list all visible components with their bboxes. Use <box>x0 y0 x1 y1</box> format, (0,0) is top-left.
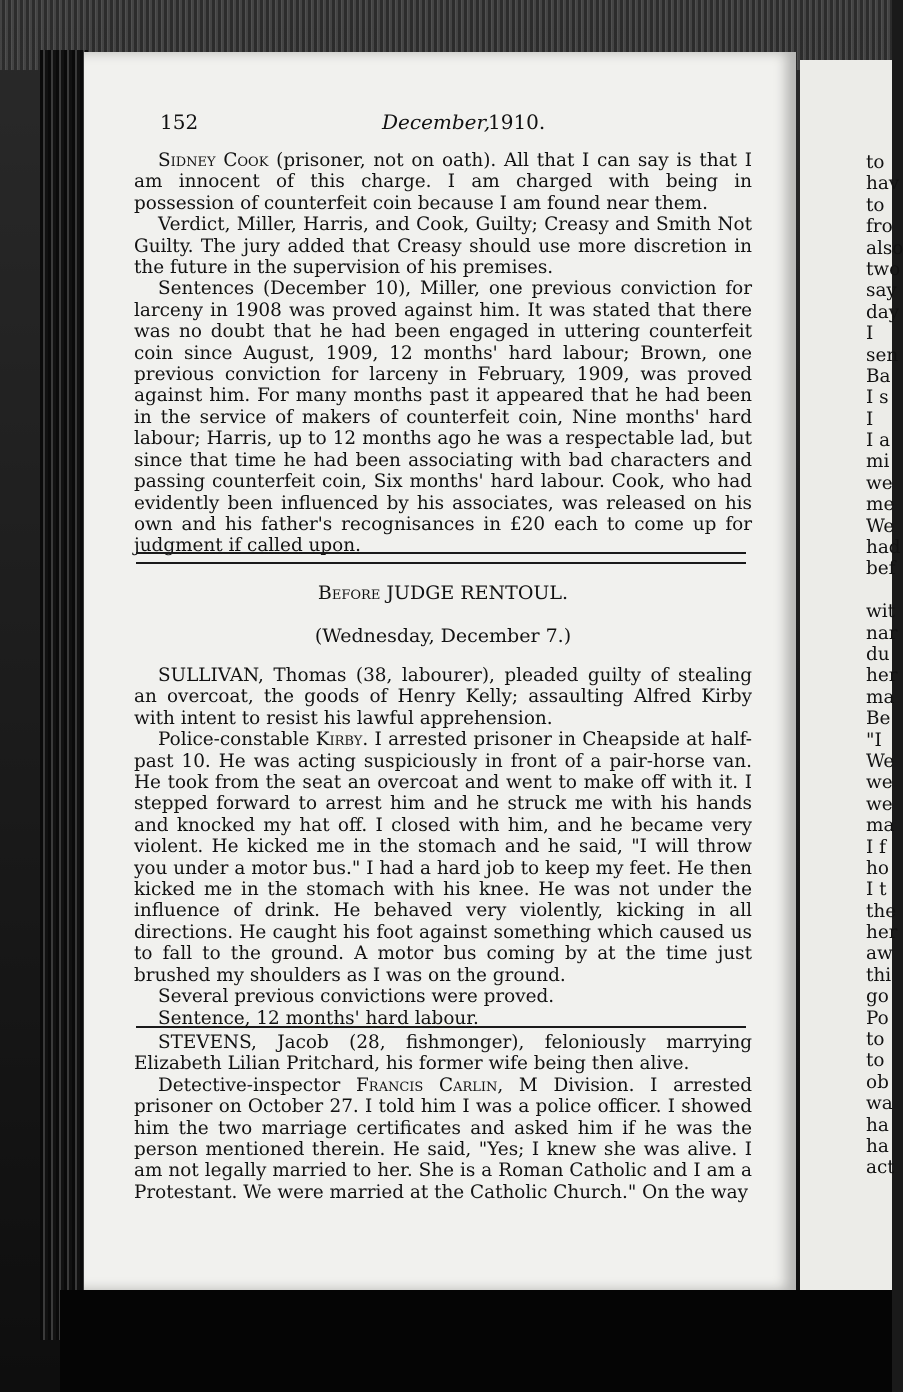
facing-page-fragment: Po <box>866 1007 889 1029</box>
paragraph: STEVENS, Jacob (28, fishmonger), feloniously marrying Elizabeth Lilian Pritchard, his former wife being then alive. <box>134 1032 752 1075</box>
facing-page-fragment <box>866 580 896 601</box>
facing-page-fragment: mi <box>866 451 890 473</box>
date-heading: (Wednesday, December 7.) <box>314 625 572 647</box>
paragraph <box>134 729 752 986</box>
facing-page-fragment: ha <box>866 1114 889 1136</box>
facing-page-fragment: du <box>866 643 890 665</box>
facing-page-fragment: her <box>866 665 898 687</box>
facing-page-fragment: her <box>866 922 898 944</box>
facing-page-fragment: two <box>866 258 901 280</box>
facing-page-fragment: to <box>866 1029 885 1051</box>
facing-page-fragment: I <box>866 323 874 345</box>
facing-page-fragment: hav <box>866 173 900 195</box>
witness-name: Kirby <box>315 729 363 751</box>
facing-page-fragment: bef <box>866 558 896 580</box>
facing-page-fragment: We <box>866 515 895 537</box>
facing-page-fragment: I <box>866 408 874 430</box>
facing-page-fragment: nar <box>866 622 898 644</box>
facing-page-fragment: ob <box>866 1071 889 1093</box>
book-spine <box>40 50 88 1340</box>
paragraph: Sentences (December 10), Miller, one previous conviction for larceny in 1908 was proved against him. It was stated that there was no doubt that he had been engaged in uttering counterfeit coin since August, 1909, 12 months' hard labour; Brown, one previous conviction for larceny in February, 1909, was proved against him. For many months past it appeared that he had been in the service of makers of counterfeit coin, Nine months' hard labour; Harris, up to 12 months ago he was a respectable lad, but since that time he had been associating with bad characters and passing counterfeit coin, Six months' hard labour. Cook, who had evidently been influenced by his associates, was released on his own and his father's recognisances in £20 each to come up for judgment if called upon. <box>134 278 752 557</box>
facing-page-fragment: act <box>866 1157 895 1179</box>
paragraph: Sentence, 12 months' hard labour. <box>158 1007 479 1029</box>
facing-page-fragment: I t <box>866 879 887 901</box>
facing-page-fragment: me <box>866 494 895 516</box>
facing-page-fragment: I s <box>866 387 889 409</box>
facing-page-fragment: go <box>866 986 889 1008</box>
paragraph-text: (prisoner, not on oath). All that I can say is that I am innocent of this charge. I am charged with being in possession of counterfeit coin because I am found near them. <box>134 150 752 214</box>
judge-heading-before: Before <box>317 582 381 604</box>
facing-page-fragment: to <box>866 194 885 216</box>
facing-page-fragment: ha <box>866 1135 889 1157</box>
paragraph-text: . I arrested prisoner in Cheapside at half-past 10. He was acting suspiciously in front of a pair-horse van. He took from the seat an overcoat and went to make off with it. I stepped forward to arrest him and he struck me with his hands and knocked my hat off. I closed with him, and he became very violent. He kicked me in the stomach and he said, "I will throw you under a motor bus." I had a hard job to keep my feet. He then kicked me in the stomach with his knee. He was not under the influence of drink. He behaved very violently, kicking in all directions. He caught his foot against something which caused us to fall to the ground. A motor bus coming by at the time just brushed my shoulders as I was on the ground. <box>134 729 752 986</box>
paragraph: Several previous convictions were proved. <box>158 986 555 1008</box>
facing-page-fragment: ma <box>866 815 895 837</box>
facing-page-fragment: Ba <box>866 365 891 387</box>
witness-prefix: Police-constable <box>158 729 316 751</box>
section-sullivan <box>134 665 752 1029</box>
witness-prefix: Detective-inspector <box>158 1074 357 1096</box>
running-year: 1910. <box>488 110 546 134</box>
judge-heading-name: JUDGE RENTOUL. <box>386 582 569 604</box>
facing-page-fragment: aw <box>866 943 893 965</box>
page-bottom-shadow <box>60 1290 892 1392</box>
facing-page-fragment: ho <box>866 857 889 879</box>
facing-page-fragment: fro <box>866 216 893 238</box>
facing-page-fragment: wa <box>866 1093 893 1115</box>
paragraph-text: , M Division. I arrested prisoner on October 27. I told him I was a police officer. I showed him the two marriage certificates and asked him if he was the person mentioned therein. He said, "Yes; I knew she was alive. I am not legally married to her. She is a Roman Catholic and I am a Protestant. We were married at the Catholic Church." On the way <box>134 1074 752 1203</box>
paragraph: Verdict, Miller, Harris, and Cook, Guilty; Creasy and Smith Not Guilty. The jury added that Creasy should use more discretion in the future in the supervision of his premises. <box>134 214 752 279</box>
facing-page-fragment: "I <box>866 729 882 751</box>
judge-heading <box>134 582 752 604</box>
facing-page-fragment: We <box>866 750 895 772</box>
section-divider <box>136 1026 746 1028</box>
facing-page-fragment: thi <box>866 964 892 986</box>
facing-page-fragment: Be <box>866 708 891 730</box>
facing-page-fragment: wit <box>866 601 896 623</box>
facing-page-fragment: to <box>866 152 885 173</box>
facing-page-fragment: we <box>866 793 893 815</box>
facing-page-fragment: the <box>866 900 897 922</box>
facing-page-fragment: say <box>866 280 897 302</box>
speaker-name: Sidney Cook <box>158 150 269 171</box>
section-divider-double <box>136 552 746 564</box>
facing-page-fragment: day <box>866 301 900 323</box>
facing-page-fragment: I a <box>866 430 891 452</box>
facing-page-fragment: we <box>866 472 893 494</box>
facing-page-fragment: also <box>866 237 903 259</box>
paragraph: SULLIVAN, Thomas (38, labourer), pleaded guilty of stealing an overcoat, the goods of Henry Kelly; assaulting Alfred Kirby with intent to resist his lawful apprehension. <box>134 665 752 729</box>
facing-page-fragment: to <box>866 1050 885 1072</box>
facing-page-text-fragments <box>866 152 903 1179</box>
witness-name: Francis Carlin <box>356 1074 498 1096</box>
facing-page-fragment: ma <box>866 686 895 708</box>
facing-page-fragment: sen <box>866 344 899 366</box>
running-title: December, <box>382 110 491 134</box>
facing-page-fragment: we <box>866 772 893 794</box>
section-cook-verdict <box>134 150 752 557</box>
facing-page-fragment: had <box>866 537 901 559</box>
facing-page-fragment: I f <box>866 836 886 858</box>
paragraph <box>134 150 752 214</box>
paragraph <box>134 1075 752 1203</box>
section-stevens <box>134 1032 752 1203</box>
page-number: 152 <box>160 110 199 134</box>
running-header <box>160 110 546 140</box>
